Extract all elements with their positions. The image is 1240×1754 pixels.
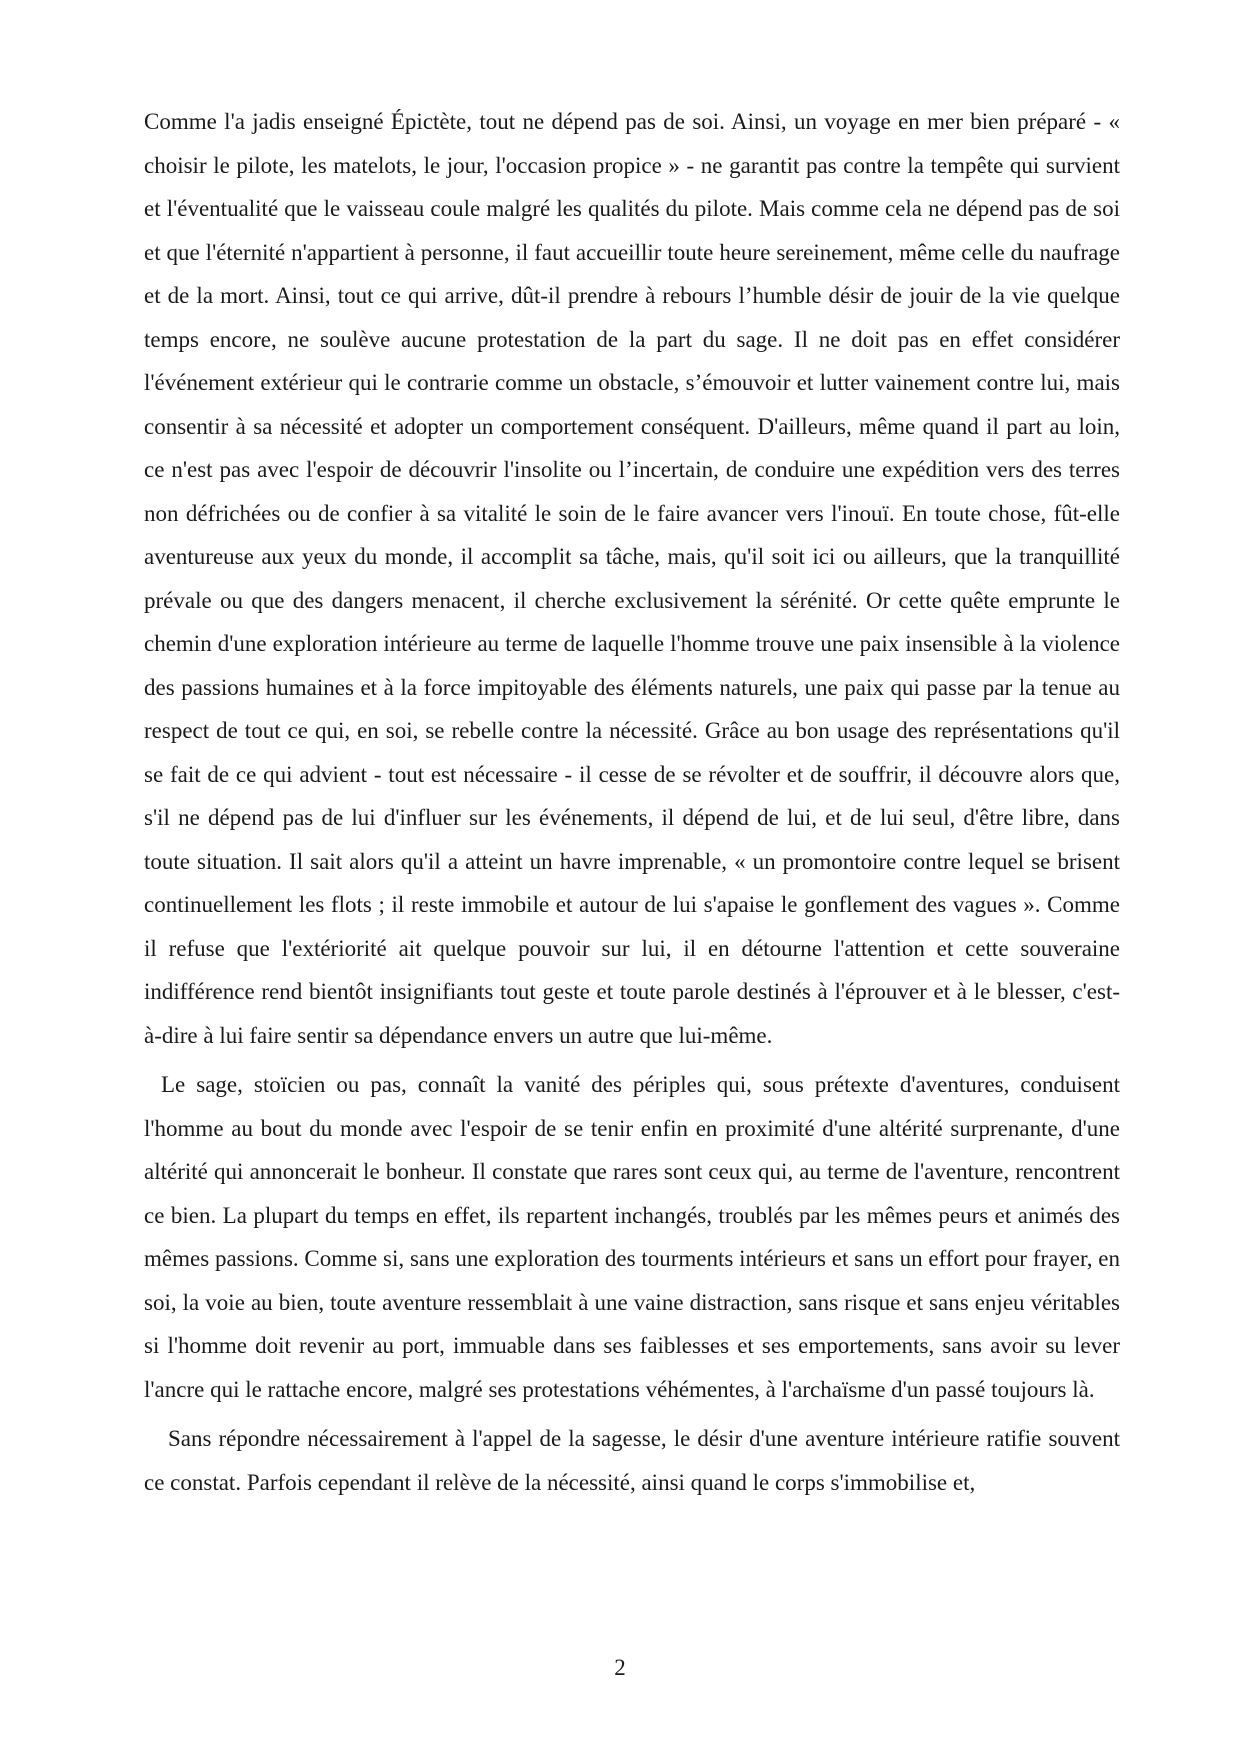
paragraph-2: Le sage, stoïcien ou pas, connaît la vanité des périples qui, sous prétexte d'aventures, conduisent l'homme au bout du monde avec l'espoir de se tenir enfin en proximité d'une altérité surprenante, d'une altérité qui annoncerait le bonheur. Il constate que rares sont ceux qui, au terme de l'aventure, rencontrent ce bien. La plupart du temps en effet, ils repartent inchangés, troublés par les mêmes peurs et animés des mêmes passions. Comme si, sans une exploration des tourments intérieurs et sans un effort pour frayer, en soi, la voie au bien, toute aventure ressemblait à une vaine distraction, sans risque et sans enjeu véritables si l'homme doit revenir au port, immuable dans ses faiblesses et ses emportements, sans avoir su lever l'ancre qui le rattache encore, malgré ses protestations véhémentes, à l'archaïsme d'un passé toujours là. [144, 1072, 1120, 1402]
paragraph-1: Comme l'a jadis enseigné Épictète, tout ne dépend pas de soi. Ainsi, un voyage en mer bien préparé - « choisir le pilote, les matelots, le jour, l'occasion propice » - ne garantit pas contre la tempête qui survient et l'éventualité que le vaisseau coule malgré les qualités du pilote. Mais comme cela ne dépend pas de soi et que l'éternité n'appartient à personne, il faut accueillir toute heure sereinement, même celle du naufrage et de la mort. Ainsi, tout ce qui arrive, dût-il prendre à rebours l’humble désir de jouir de la vie quelque temps encore, ne soulève aucune protestation de la part du sage. Il ne doit pas en effet considérer l'événement extérieur qui le contrarie comme un obstacle, s’émouvoir et lutter vainement contre lui, mais consentir à sa nécessité et adopter un comportement conséquent. D'ailleurs, même quand il part au loin, ce n'est pas avec l'espoir de découvrir l'insolite ou l’incertain, de conduire une expédition vers des terres non défrichées ou de confier à sa vitalité le soin de le faire avancer vers l'inouï. En toute chose, fût-elle aventureuse aux yeux du monde, il accomplit sa tâche, mais, qu'il soit ici ou ailleurs, que la tranquillité prévale ou que des dangers menacent, il cherche exclusivement la sérénité. Or cette quête emprunte le chemin d'une exploration intérieure au terme de laquelle l'homme trouve une paix insensible à la violence des passions humaines et à la force impitoyable des éléments naturels, une paix qui passe par la tenue au respect de tout ce qui, en soi, se rebelle contre la nécessité. Grâce au bon usage des représentations qu'il se fait de ce qui advient - tout est nécessaire - il cesse de se révolter et de souffrir, il découvre alors que, s'il ne dépend pas de lui d'influer sur les événements, il dépend de lui, et de lui seul, d'être libre, dans toute situation. Il sait alors qu'il a atteint un havre imprenable, « un promontoire contre lequel se brisent continuellement les flots ; il reste immobile et autour de lui s'apaise le gonflement des vagues ». Comme il refuse que l'extériorité ait quelque pouvoir sur lui, il en détourne l'attention et cette souveraine indifférence rend bientôt insignifiants tout geste et toute parole destinés à l'éprouver et à le blesser, c'est-à-dire à lui faire sentir sa dépendance envers un autre que lui-même. [144, 109, 1120, 1048]
body-text [144, 100, 1120, 1510]
page-number: 2 [614, 1655, 626, 1680]
paragraph-3: Sans répondre nécessairement à l'appel de la sagesse, le désir d'une aventure intérieure ratifie souvent ce constat. Parfois cependant il relève de la nécessité, ainsi quand le corps s'immobilise et, [144, 1426, 1120, 1495]
